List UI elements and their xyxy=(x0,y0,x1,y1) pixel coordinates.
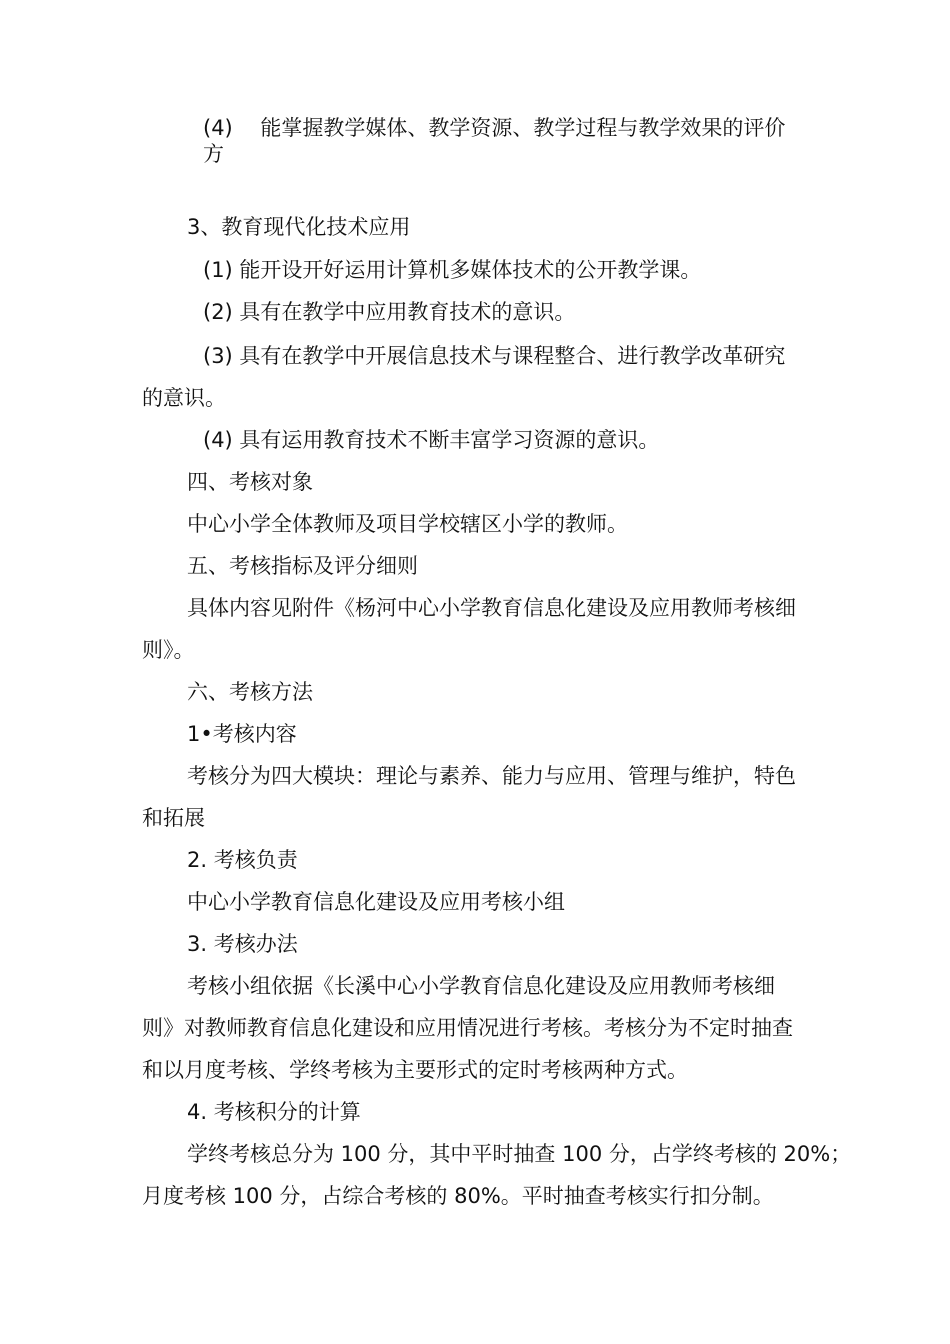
section-5-heading: 五、考核指标及评分细则 xyxy=(187,554,418,578)
subsection-4-text-line2: 月度考核 100 分，占综合考核的 80%。平时抽查考核实行扣分制。 xyxy=(142,1184,774,1208)
subsection-1-text-line1: 考核分为四大模块：理论与素养、能力与应用、管理与维护，特色 xyxy=(187,764,796,788)
section-3-item-3-line1: (3) 具有在教学中开展信息技术与课程整合、进行教学改革研究 xyxy=(203,344,786,368)
section-4-heading: 四、考核对象 xyxy=(187,470,313,494)
subsection-4-heading: 4. 考核积分的计算 xyxy=(187,1100,361,1124)
item-4-line1: (4) 能掌握教学媒体、教学资源、教学过程与教学效果的评价 xyxy=(203,116,786,140)
subsection-3-text-line1: 考核小组依据《长溪中心小学教育信息化建设及应用教师考核细 xyxy=(187,974,775,998)
section-4-text: 中心小学全体教师及项目学校辖区小学的教师。 xyxy=(187,512,628,536)
subsection-1-text-line2: 和拓展 xyxy=(142,806,205,830)
subsection-3-heading: 3. 考核办法 xyxy=(187,932,298,956)
section-3-item-1: (1) 能开设开好运用计算机多媒体技术的公开教学课。 xyxy=(203,258,702,282)
subsection-2-heading: 2. 考核负责 xyxy=(187,848,298,872)
item-4-line2: 方 xyxy=(203,142,224,166)
subsection-3-text-line2: 则》对教师教育信息化建设和应用情况进行考核。考核分为不定时抽查 xyxy=(142,1016,793,1040)
subsection-2-text: 中心小学教育信息化建设及应用考核小组 xyxy=(187,890,565,914)
section-5-text-line1: 具体内容见附件《杨河中心小学教育信息化建设及应用教师考核细 xyxy=(187,596,796,620)
section-3-item-2: (2) 具有在教学中应用教育技术的意识。 xyxy=(203,300,576,324)
subsection-1-heading: 1•考核内容 xyxy=(187,722,297,746)
section-5-text-line2: 则》。 xyxy=(142,638,195,662)
subsection-4-text-line1: 学终考核总分为 100 分，其中平时抽查 100 分，占学终考核的 20%； xyxy=(187,1142,852,1166)
section-3-item-4: (4) 具有运用教育技术不断丰富学习资源的意识。 xyxy=(203,428,660,452)
subsection-3-text-line3: 和以月度考核、学终考核为主要形式的定时考核两种方式。 xyxy=(142,1058,688,1082)
section-6-heading: 六、考核方法 xyxy=(187,680,313,704)
section-3-item-3-line2: 的意识。 xyxy=(142,386,226,410)
section-3-heading: 3、教育现代化技术应用 xyxy=(187,215,411,239)
